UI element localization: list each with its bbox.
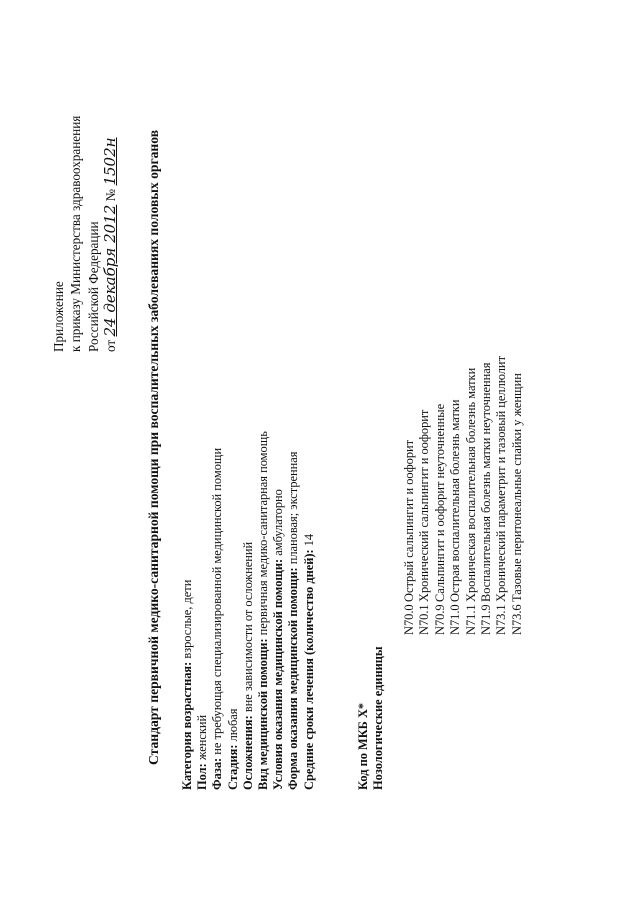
nosology-heading: Нозологические единицы <box>371 646 386 790</box>
parameter-value: 14 <box>301 533 316 550</box>
parameter-row <box>271 431 286 790</box>
nosology-name: Воспалительная болезнь матки неуточненная <box>479 362 494 602</box>
nosology-name: Острая воспалительная болезнь матки <box>448 399 463 602</box>
number-sign: № <box>102 188 118 202</box>
icd-code: N71.9 <box>479 604 494 635</box>
nosology-name: Тазовые перитонеальные спайки у женщин <box>509 373 524 602</box>
code-row <box>464 356 479 635</box>
parameter-row <box>241 431 256 790</box>
parameter-value: женский <box>195 714 210 764</box>
parameter-row <box>302 431 317 790</box>
code-row <box>433 356 448 635</box>
icd-code: N71.1 <box>463 604 478 635</box>
document-title: Стандарт первичной медико-санитарной помощи при воспалительных заболеваниях половых органов <box>146 129 161 765</box>
parameter-row <box>195 431 210 790</box>
code-row <box>494 356 509 635</box>
appendix-line-3: Российской Федерации <box>85 221 101 352</box>
parameter-row <box>286 431 301 790</box>
nosology-name: Хроническая воспалительная болезнь матки <box>463 367 478 602</box>
code-row <box>479 356 494 635</box>
parameter-value: любая <box>225 708 240 745</box>
parameter-label: Осложнения: <box>240 715 255 790</box>
appendix-date-prefix: от <box>102 339 118 352</box>
nosology-name: Острый сальпингит и оофорит <box>402 439 416 602</box>
parameter-label: Условия оказания медицинской помощи: <box>271 558 286 790</box>
appendix-line-2: к приказу Министерства здравоохранения <box>68 115 84 352</box>
nosology-name: Хронический сальпингит и оофорит <box>417 409 432 602</box>
handwritten-order-number: 1502н <box>100 137 119 186</box>
icd-code: N70.9 <box>432 604 447 635</box>
parameter-value: плановая; экстренная <box>286 451 301 568</box>
parameter-value: амбулаторно <box>271 489 286 559</box>
diagnosis-codes-list <box>402 356 525 635</box>
parameter-value: вне зависимости от осложнений <box>240 541 255 716</box>
icd-code: N73.6 <box>509 604 524 635</box>
parameter-row <box>180 431 195 790</box>
nosology-name: Сальпингит и оофорит неуточненные <box>432 403 447 602</box>
parameter-label: Вид медицинской помощи: <box>256 638 271 790</box>
parameter-value: взрослые, дети <box>180 579 194 662</box>
parameter-row <box>210 431 225 790</box>
appendix-line-1: Приложение <box>51 281 66 352</box>
standard-parameters <box>180 431 317 790</box>
parameter-label: Средние сроки лечения (количество дней): <box>301 549 316 790</box>
nosology-name: Хронический параметрит и тазовый целлюлит <box>494 356 509 602</box>
handwritten-date: 24 декабря 2012 <box>100 204 119 337</box>
code-row <box>510 356 525 635</box>
parameter-label: Категория возрастная: <box>180 661 194 790</box>
code-row <box>417 356 432 635</box>
icd-code: N70.0 <box>402 604 416 635</box>
appendix-block <box>50 116 119 352</box>
parameter-row <box>256 431 271 790</box>
icd-code: N73.1 <box>494 604 509 635</box>
parameter-value: не требующая специализированной медицинской помощи <box>210 447 225 758</box>
parameter-label: Фаза: <box>210 757 225 790</box>
codes-header <box>356 646 386 790</box>
icd-code: N71.0 <box>448 604 463 635</box>
parameter-label: Форма оказания медицинской помощи: <box>286 567 301 790</box>
parameter-row <box>226 431 241 790</box>
mkb-code-heading: Код по МКБ X* <box>356 702 370 790</box>
code-row <box>448 356 463 635</box>
icd-code: N70.1 <box>417 604 432 635</box>
code-row <box>402 356 417 635</box>
appendix-date-line <box>102 116 119 352</box>
parameter-label: Пол: <box>195 763 210 790</box>
parameter-label: Стадия: <box>225 744 240 790</box>
parameter-value: первичная медико-санитарная помощь <box>256 431 271 639</box>
